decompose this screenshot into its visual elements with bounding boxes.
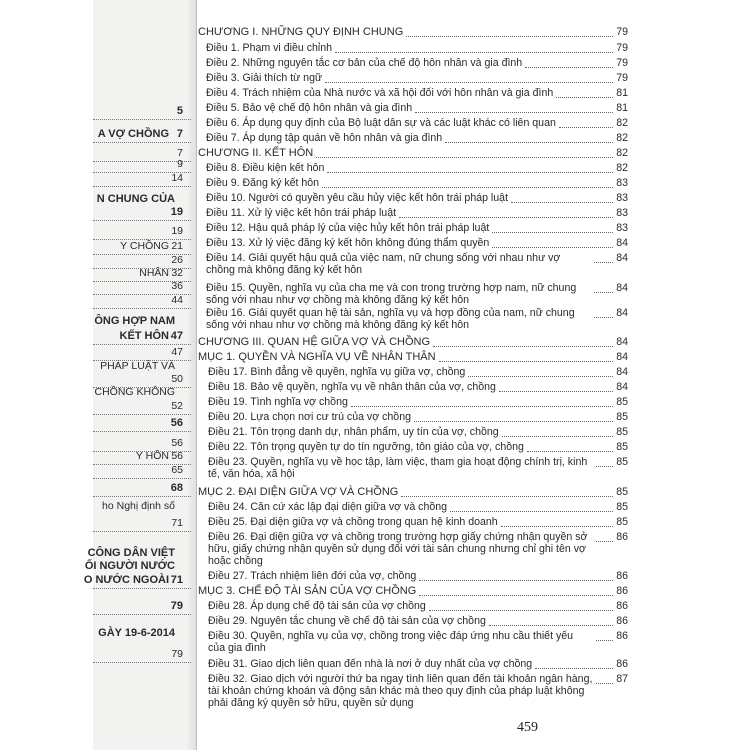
left-toc-page-number: 36 xyxy=(171,280,183,292)
left-toc-row xyxy=(93,346,191,361)
toc-title: Điều 31. Giao dịch liên quan đến nhà là nơi ở duy nhất của vợ chồng xyxy=(208,658,533,670)
left-toc-row xyxy=(93,158,191,173)
left-toc-row xyxy=(87,547,191,561)
left-toc-row xyxy=(93,517,191,532)
left-toc-page-number: 47 xyxy=(171,346,183,358)
left-toc-title: ỐI NGƯỜI NƯỚC xyxy=(84,560,175,572)
toc-leader-dots xyxy=(559,126,613,128)
toc-leader-dots xyxy=(594,261,613,263)
toc-page-number: 84 xyxy=(616,381,628,393)
toc-page-number: 81 xyxy=(616,87,628,99)
toc-title: CHƯƠNG I. NHỮNG QUY ĐỊNH CHUNG xyxy=(198,26,404,38)
left-toc-page-number: 52 xyxy=(171,400,183,412)
left-toc-page-number: 14 xyxy=(171,172,183,184)
left-toc-row xyxy=(93,600,191,615)
toc-leader-dots xyxy=(401,495,613,497)
left-toc-page-number: 47 xyxy=(170,330,183,342)
toc-page-number: 85 xyxy=(616,516,628,528)
left-toc-row xyxy=(93,500,191,514)
toc-title: Điều 29. Nguyên tắc chung về chế độ tài sản của vợ chồng xyxy=(208,615,486,627)
toc-title: Điều 16. Giải quyết quan hệ tài sản, nghĩa vụ và hợp đồng của nam, nữ chung sống với nhau như vợ chồng mà không đăng ký kết hôn xyxy=(206,307,575,331)
toc-leader-dots xyxy=(415,111,613,113)
left-toc-page-number: 26 xyxy=(171,254,183,266)
left-toc-row xyxy=(83,574,191,589)
left-toc-row xyxy=(93,193,191,207)
toc-title: MỤC 2. ĐẠI DIỆN GIỮA VỢ VÀ CHỒNG xyxy=(198,486,399,498)
left-toc-page-number: 56 xyxy=(171,437,183,449)
toc-page-number: 79 xyxy=(616,57,628,69)
toc-page-number: 86 xyxy=(616,630,628,642)
left-toc-title: A VỢ CHỒNG xyxy=(97,128,169,140)
toc-title: MỤC 3. CHẾ ĐỘ TÀI SẢN CỦA VỢ CHỒNG xyxy=(198,585,417,597)
left-toc-page-number: 21 xyxy=(171,240,183,252)
toc-leader-dots xyxy=(433,345,613,347)
toc-leader-dots xyxy=(468,375,613,377)
toc-page-number: 84 xyxy=(616,336,628,348)
toc-title: Điều 32. Giao dịch với người thứ ba ngay tình liên quan đến tài khoản ngân hàng, tài khoản chứng khoán và động sản khác mà theo quy định của pháp luật không phải đăng ký quyền sở hữu, quyền sử dụng xyxy=(208,673,593,709)
toc-leader-dots xyxy=(316,156,613,158)
toc-page-number: 82 xyxy=(616,132,628,144)
left-toc-row xyxy=(93,172,191,187)
toc-page-number: 86 xyxy=(616,585,628,597)
toc-title: CHƯƠNG III. QUAN HỆ GIỮA VỢ VÀ CHỒNG xyxy=(198,336,431,348)
left-toc-title: O NƯỚC NGOÀI xyxy=(83,574,169,586)
left-toc-row xyxy=(93,464,191,479)
left-toc-row xyxy=(93,450,191,465)
toc-page-number: 83 xyxy=(616,177,628,189)
toc-leader-dots xyxy=(414,420,613,422)
toc-leader-dots xyxy=(351,405,613,407)
toc-title: Điều 6. Áp dụng quy định của Bộ luật dân sự và các luật khác có liên quan xyxy=(206,117,556,129)
toc-title: CHƯƠNG II. KẾT HÔN xyxy=(198,147,314,159)
toc-title: Điều 1. Phạm vi điều chỉnh xyxy=(206,42,333,54)
toc-title: Điều 2. Những nguyên tắc cơ bản của chế độ hôn nhân và gia đình xyxy=(206,57,523,69)
toc-leader-dots xyxy=(594,316,613,318)
page-number: 459 xyxy=(517,720,538,735)
toc-page-number: 86 xyxy=(616,658,628,670)
left-toc-page-number: 71 xyxy=(171,517,183,529)
toc-leader-dots xyxy=(556,96,613,98)
toc-page-number: 86 xyxy=(616,600,628,612)
toc-leader-dots xyxy=(325,81,613,83)
toc-page-number: 87 xyxy=(616,673,628,685)
toc-leader-dots xyxy=(419,594,613,596)
left-toc-page-number: 65 xyxy=(171,464,183,476)
left-toc-page-number: 7 xyxy=(177,147,183,159)
left-toc-page-number: 19 xyxy=(171,225,183,237)
toc-page-number: 83 xyxy=(616,192,628,204)
left-toc-title: Y HÔN xyxy=(135,450,169,462)
toc-leader-dots xyxy=(450,510,613,512)
left-toc-title: N CHUNG CỦA xyxy=(96,193,175,205)
left-toc-page-number: 71 xyxy=(170,574,183,586)
left-toc-row xyxy=(93,128,191,143)
toc-page-number: 84 xyxy=(616,282,628,294)
toc-title: Điều 19. Tình nghĩa vợ chồng xyxy=(208,396,348,408)
toc-leader-dots xyxy=(596,540,613,542)
toc-title: Điều 8. Điều kiện kết hôn xyxy=(206,162,325,174)
left-toc-row xyxy=(93,627,191,641)
toc-page-number: 85 xyxy=(616,501,628,513)
left-toc-title: Y CHỒNG xyxy=(120,240,169,252)
left-toc-row xyxy=(93,330,191,345)
toc-leader-dots xyxy=(596,682,613,684)
toc-title: Điều 4. Trách nhiệm của Nhà nước và xã hội đối với hôn nhân và gia đình xyxy=(206,87,554,99)
toc-leader-dots xyxy=(501,525,614,527)
toc-page-number: 82 xyxy=(616,147,628,159)
toc-page-number: 82 xyxy=(616,117,628,129)
toc-leader-dots xyxy=(492,246,613,248)
toc-title: Điều 9. Đăng ký kết hôn xyxy=(206,177,320,189)
toc-leader-dots xyxy=(322,186,613,188)
toc-page-number: 81 xyxy=(616,102,628,114)
toc-page-number: 83 xyxy=(616,207,628,219)
left-toc-row xyxy=(93,240,191,255)
toc-page-number: 79 xyxy=(616,26,628,38)
toc-leader-dots xyxy=(527,450,613,452)
toc-page-number: 84 xyxy=(616,366,628,378)
toc-page-number: 86 xyxy=(616,570,628,582)
left-toc-page-number: 79 xyxy=(170,600,183,612)
toc-title: Điều 17. Bình đẳng về quyền, nghĩa vụ giữa vợ, chồng xyxy=(208,366,466,378)
toc-leader-dots xyxy=(596,639,613,641)
left-toc-row xyxy=(93,206,191,221)
toc-leader-dots xyxy=(335,51,613,53)
toc-page-number: 86 xyxy=(616,531,628,543)
left-toc-page-number: 79 xyxy=(171,648,183,660)
left-toc-title: CHỒNG KHÔNG xyxy=(94,386,175,398)
toc-title: Điều 11. Xử lý việc kết hôn trái pháp luật xyxy=(206,207,397,219)
toc-page-number: 84 xyxy=(616,237,628,249)
toc-leader-dots xyxy=(445,141,613,143)
toc-leader-dots xyxy=(596,465,613,467)
toc-title: Điều 24. Căn cứ xác lập đại diện giữa vợ và chồng xyxy=(208,501,448,513)
toc-title: Điều 7. Áp dụng tập quán về hôn nhân và gia đình xyxy=(206,132,443,144)
left-toc-page-number: 56 xyxy=(170,417,183,429)
toc-leader-dots xyxy=(525,66,613,68)
left-toc-row xyxy=(93,225,191,240)
toc-leader-dots xyxy=(499,390,613,392)
left-toc-row xyxy=(93,105,191,120)
left-toc-page-number: 7 xyxy=(176,128,183,140)
left-toc-row xyxy=(84,560,191,574)
toc-leader-dots xyxy=(399,216,613,218)
toc-title: Điều 22. Tôn trọng quyền tự do tín ngưỡng, tôn giáo của vợ, chồng xyxy=(208,441,524,453)
left-toc-title: GÀY 19-6-2014 xyxy=(98,627,175,639)
toc-leader-dots xyxy=(511,201,613,203)
toc-page-number: 84 xyxy=(616,351,628,363)
toc-title: Điều 30. Quyền, nghĩa vụ của vợ, chồng trong việc đáp ứng nhu cầu thiết yếu của gia đình xyxy=(208,630,574,654)
left-toc-row xyxy=(93,294,191,309)
toc-title: Điều 18. Bảo vệ quyền, nghĩa vụ về nhân thân của vợ, chồng xyxy=(208,381,496,393)
toc-page-number: 82 xyxy=(616,162,628,174)
left-toc-title: KẾT HÔN xyxy=(119,330,169,342)
toc-title: Điều 21. Tôn trọng danh dự, nhân phẩm, uy tín của vợ, chồng xyxy=(208,426,499,438)
left-toc-title: ho Nghị định số xyxy=(102,500,175,512)
toc-leader-dots xyxy=(327,171,613,173)
toc-leader-dots xyxy=(594,291,613,293)
toc-title: Điều 28. Áp dụng chế độ tài sản của vợ chồng xyxy=(208,600,426,612)
toc-page-number: 85 xyxy=(616,426,628,438)
toc-title: Điều 15. Quyền, nghĩa vụ của cha mẹ và con trong trường hợp nam, nữ chung sống với nhau như vợ chồng mà không đăng ký kết hôn xyxy=(206,282,577,306)
toc-leader-dots xyxy=(489,624,613,626)
toc-leader-dots xyxy=(535,667,613,669)
left-toc-page-number: 32 xyxy=(171,267,183,279)
toc-title: Điều 13. Xử lý việc đăng ký kết hôn không đúng thẩm quyền xyxy=(206,237,490,249)
left-toc-row xyxy=(93,315,191,329)
left-toc-row xyxy=(93,400,191,415)
right-page xyxy=(198,0,648,750)
left-toc-page-number: 44 xyxy=(171,294,183,306)
left-page xyxy=(83,0,197,750)
toc-leader-dots xyxy=(429,609,613,611)
toc-page-number: 85 xyxy=(616,411,628,423)
left-toc-title: NHÂN xyxy=(139,267,169,279)
toc-title: Điều 14. Giải quyết hậu quả của việc nam, nữ chung sống với nhau như vợ chồng mà không đăng ký kết hôn xyxy=(206,252,561,276)
toc-leader-dots xyxy=(492,231,613,233)
left-toc-page-number: 50 xyxy=(171,373,183,385)
left-toc-page-number: 19 xyxy=(170,206,183,218)
toc-page-number: 83 xyxy=(616,222,628,234)
left-toc-row xyxy=(93,417,191,432)
toc-title: Điều 5. Bảo vệ chế độ hôn nhân và gia đình xyxy=(206,102,413,114)
toc-page-number: 85 xyxy=(616,486,628,498)
left-toc-row xyxy=(93,386,191,400)
toc-title: Điều 26. Đại diện giữa vợ và chồng trong trường hợp giấy chứng nhận quyền sở hữu, giấy chứng nhận quyền sử dụng đối với tài sản chung nhưng chỉ ghi tên vợ hoặc chồng xyxy=(208,531,588,567)
left-toc-title: ÔNG HỢP NAM xyxy=(94,315,175,327)
toc-title: Điều 23. Quyền, nghĩa vụ về học tập, làm việc, tham gia hoạt động chính trị, kinh tế, văn hóa, xã hội xyxy=(208,456,588,480)
toc-title: Điều 12. Hậu quả pháp lý của việc hủy kết hôn trái pháp luật xyxy=(206,222,490,234)
toc-title: Điều 10. Người có quyền yêu cầu hủy việc kết hôn trái pháp luật xyxy=(206,192,509,204)
toc-page-number: 85 xyxy=(616,396,628,408)
toc-title: Điều 27. Trách nhiệm liên đới của vợ, chồng xyxy=(208,570,417,582)
toc-leader-dots xyxy=(502,435,614,437)
left-toc-row xyxy=(93,360,191,374)
toc-leader-dots xyxy=(439,360,614,362)
toc-title: Điều 25. Đại diện giữa vợ và chồng trong quan hệ kinh doanh xyxy=(208,516,498,528)
left-toc-title: CÔNG DÂN VIỆT xyxy=(87,547,175,559)
toc-title: Điều 20. Lựa chọn nơi cư trú của vợ chồng xyxy=(208,411,411,423)
toc-page-number: 85 xyxy=(616,456,628,468)
left-toc-row xyxy=(93,482,191,497)
toc-page-number: 84 xyxy=(616,252,628,264)
toc-leader-dots xyxy=(406,35,613,37)
left-toc-page-number: 68 xyxy=(170,482,183,494)
toc-leader-dots xyxy=(419,579,613,581)
left-toc-row xyxy=(93,280,191,295)
left-toc-page-number: 9 xyxy=(177,158,183,170)
left-toc-title: PHÁP LUẬT VÀ xyxy=(100,360,175,372)
toc-page-number: 79 xyxy=(616,72,628,84)
toc-page-number: 85 xyxy=(616,441,628,453)
left-toc-page-number: 5 xyxy=(176,105,183,117)
left-toc-page-number: 56 xyxy=(171,450,183,462)
toc-page-number: 84 xyxy=(616,307,628,319)
toc-title: MỤC 1. QUYỀN VÀ NGHĨA VỤ VỀ NHÂN THÂN xyxy=(198,351,436,363)
toc-page-number: 79 xyxy=(616,42,628,54)
toc-page-number: 86 xyxy=(616,615,628,627)
toc-title: Điều 3. Giải thích từ ngữ xyxy=(206,72,323,84)
left-toc-row xyxy=(93,648,191,663)
